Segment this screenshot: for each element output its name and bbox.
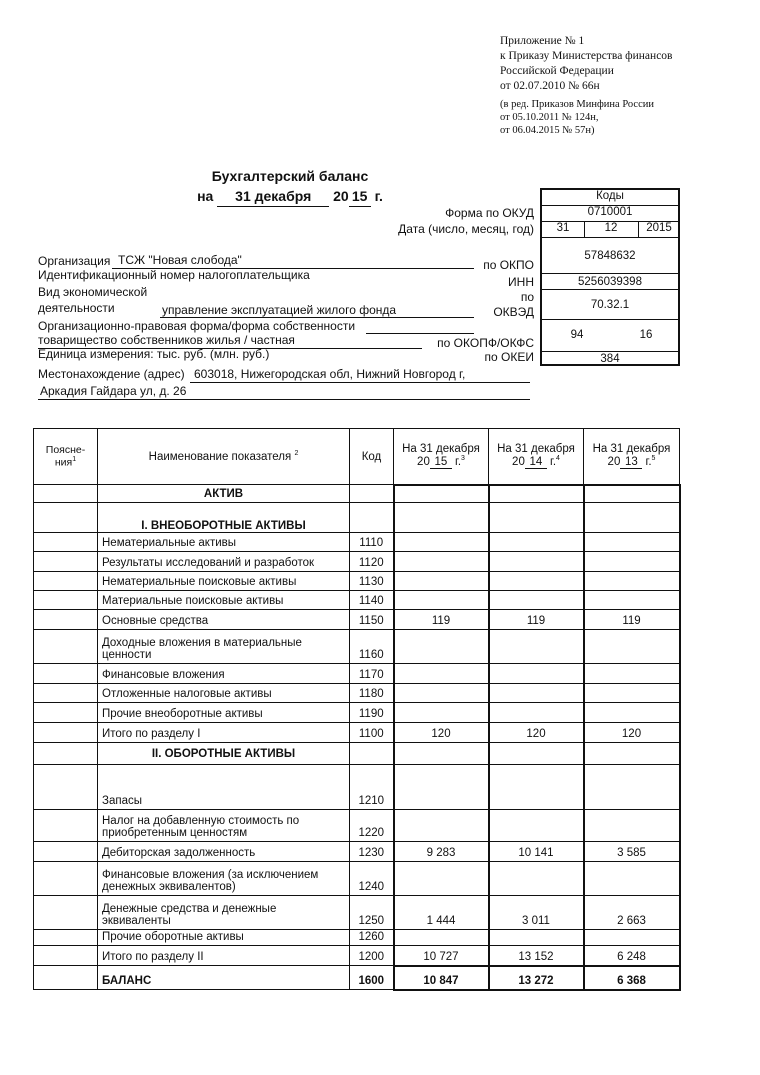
row-value-2015 [394, 664, 489, 684]
table-row [34, 703, 680, 723]
row-code: 1120 [350, 552, 394, 572]
table-row [34, 684, 680, 703]
note-cell [34, 862, 98, 896]
row-value-2014 [489, 703, 584, 723]
row-value-2015: 1 444 [394, 896, 489, 930]
row-value-2015 [394, 703, 489, 723]
row-value-2015 [394, 552, 489, 572]
row-value-2014 [489, 684, 584, 703]
row-code: 1600 [350, 966, 394, 990]
row-name: БАЛАНС [98, 966, 350, 990]
table-row [34, 946, 680, 966]
legal-form-value: товарищество собственников жилья / частная [38, 333, 295, 347]
header-col-g: г. [645, 456, 652, 469]
row-value-2014: 10 141 [489, 842, 584, 862]
header-col-year: 15 [430, 456, 452, 469]
row-code: 1170 [350, 664, 394, 684]
header-name-sup: 2 [294, 450, 299, 458]
org-label: Организация [38, 254, 111, 268]
amendment-line: от 06.04.2015 № 57н) [500, 125, 595, 136]
appendix-line: Приложение № 1 [500, 35, 585, 47]
row-value-2015: 10 727 [394, 946, 489, 966]
note-cell [34, 591, 98, 610]
title-on: на [197, 188, 214, 204]
code-divider [638, 222, 639, 238]
appendix-note [500, 34, 672, 137]
amendment-line: (в ред. Приказов Минфина России [500, 99, 654, 110]
row-value-2014 [489, 533, 584, 552]
row-value-2013 [584, 703, 680, 723]
row-name: Налог на добавленную стоимость по приобретенным ценностям [98, 810, 350, 842]
section-2-heading: II. ОБОРОТНЫЕ АКТИВЫ [98, 743, 350, 765]
header-col-sup: 5 [651, 455, 656, 463]
table-row [34, 572, 680, 591]
note-cell [34, 703, 98, 723]
table-row [34, 591, 680, 610]
okei-label: по ОКЕИ [484, 350, 534, 364]
row-value-2014 [489, 664, 584, 684]
date-label: Дата (число, месяц, год) [398, 222, 534, 236]
row-value-2015: 120 [394, 723, 489, 743]
table-row [34, 552, 680, 572]
header-col-prefix: 20 [417, 456, 430, 469]
row-name: Денежные средства и денежные эквиваленты [98, 896, 350, 930]
table-row [34, 966, 680, 990]
address-line-2: Аркадия Гайдара ул, д. 26 [40, 384, 187, 398]
section-1-heading: I. ВНЕОБОРОТНЫЕ АКТИВЫ [98, 503, 350, 533]
org-value: ТСЖ "Новая слобода" [118, 253, 242, 267]
table-row [34, 630, 680, 664]
row-value-2014 [489, 765, 584, 810]
note-cell [34, 930, 98, 946]
note-cell [34, 842, 98, 862]
row-code: 1240 [350, 862, 394, 896]
title-date: 31 декабря [217, 186, 329, 207]
table-row [34, 810, 680, 842]
row-name: Финансовые вложения [98, 664, 350, 684]
note-cell [34, 810, 98, 842]
appendix-line: Российской Федерации [500, 65, 614, 77]
legal-form-label: Организационно-правовая форма/форма собственности [38, 319, 356, 333]
section-row [34, 743, 680, 765]
code-day: 31 [556, 222, 570, 234]
code-year: 2015 [646, 222, 672, 234]
code-divider [584, 222, 585, 238]
table-body [34, 485, 680, 990]
header-col-2013 [584, 429, 680, 485]
row-name: Результаты исследований и разработок [98, 552, 350, 572]
header-col-sup: 4 [556, 455, 560, 463]
header-col-prefix: 20 [607, 456, 621, 469]
note-cell [34, 896, 98, 930]
note-cell [34, 533, 98, 552]
table-row [34, 896, 680, 930]
row-code: 1150 [350, 610, 394, 630]
table-row [34, 930, 680, 946]
code-cell [350, 503, 394, 533]
note-cell [34, 485, 98, 503]
section-row [34, 503, 680, 533]
value-cell-2014 [489, 503, 584, 533]
row-value-2014 [489, 552, 584, 572]
row-name: Доходные вложения в материальные ценности [98, 630, 350, 664]
title-year-prefix: 20 [333, 188, 349, 204]
aktiv-heading: АКТИВ [98, 485, 350, 503]
activity-value: управление эксплуатацией жилого фонда [162, 303, 397, 317]
row-value-2013 [584, 810, 680, 842]
row-value-2015 [394, 862, 489, 896]
row-value-2015: 9 283 [394, 842, 489, 862]
appendix-line: от 02.07.2010 № 66н [500, 80, 600, 92]
row-name: Итого по разделу I [98, 723, 350, 743]
note-cell [34, 765, 98, 810]
row-value-2015 [394, 572, 489, 591]
row-value-2013 [584, 664, 680, 684]
row-name: Итого по разделу II [98, 946, 350, 966]
code-cell [350, 743, 394, 765]
address-label: Местонахождение (адрес) [38, 367, 185, 381]
note-cell [34, 723, 98, 743]
inn-text: Идентификационный номер налогоплательщика [38, 268, 310, 282]
form-okud-label: Форма по ОКУД [445, 206, 534, 220]
row-value-2014: 13 152 [489, 946, 584, 966]
okved-label-1: по [520, 290, 534, 304]
row-value-2014 [489, 591, 584, 610]
row-name: Основные средства [98, 610, 350, 630]
row-value-2015 [394, 591, 489, 610]
row-code: 1110 [350, 533, 394, 552]
row-value-2014 [489, 630, 584, 664]
activity-label-1: Вид экономической [38, 285, 148, 299]
header-col-label: На 31 декабря [592, 443, 671, 456]
title-year: 15 [349, 186, 371, 207]
table-row [34, 610, 680, 630]
row-code: 1190 [350, 703, 394, 723]
note-cell [34, 966, 98, 990]
header-code: Код [350, 429, 394, 485]
code-okud: 0710001 [542, 206, 678, 222]
header-col-year: 14 [525, 456, 547, 469]
row-code: 1220 [350, 810, 394, 842]
note-cell [34, 572, 98, 591]
header-col-g: г. [455, 456, 462, 469]
row-name: Нематериальные поисковые активы [98, 572, 350, 591]
title-g: г. [374, 188, 383, 204]
header-col-2015 [394, 429, 489, 485]
okved-label-2: ОКВЭД [493, 305, 534, 319]
row-code: 1250 [350, 896, 394, 930]
table-row [34, 664, 680, 684]
note-cell [34, 503, 98, 533]
row-code: 1180 [350, 684, 394, 703]
document-title [160, 166, 420, 207]
value-cell-2013 [584, 485, 680, 503]
row-name: Материальные поисковые активы [98, 591, 350, 610]
row-code: 1210 [350, 765, 394, 810]
codes-box [540, 188, 680, 366]
row-name: Прочие внеоборотные активы [98, 703, 350, 723]
address-line-1: 603018, Нижегородская обл, Нижний Новгород г, [194, 367, 466, 381]
header-note-text: Поясне-ния [45, 444, 86, 469]
header-note-sup: 1 [72, 456, 77, 464]
row-code: 1200 [350, 946, 394, 966]
row-name: Финансовые вложения (за исключением денежных эквивалентов) [98, 862, 350, 896]
row-code: 1100 [350, 723, 394, 743]
code-okpo: 57848632 [542, 238, 678, 274]
row-value-2013 [584, 552, 680, 572]
row-value-2013: 120 [584, 723, 680, 743]
row-value-2013: 3 585 [584, 842, 680, 862]
appendix-amendments [500, 98, 672, 137]
row-name: Запасы [98, 765, 350, 810]
row-value-2014 [489, 810, 584, 842]
row-value-2014 [489, 572, 584, 591]
header-col-sup: 3 [461, 455, 465, 463]
header-name-text: Наименование показателя [148, 450, 292, 463]
row-value-2014 [489, 930, 584, 946]
table-row [34, 842, 680, 862]
header-col-2014 [489, 429, 584, 485]
row-value-2013 [584, 591, 680, 610]
header-col-label: На 31 декабря [402, 443, 480, 456]
row-value-2013 [584, 930, 680, 946]
row-value-2014: 119 [489, 610, 584, 630]
appendix-line: к Приказу Министерства финансов [500, 50, 673, 62]
row-value-2013: 119 [584, 610, 680, 630]
row-value-2015 [394, 533, 489, 552]
table-row [34, 723, 680, 743]
row-value-2015 [394, 810, 489, 842]
row-code: 1260 [350, 930, 394, 946]
row-value-2014: 120 [489, 723, 584, 743]
row-value-2014 [489, 862, 584, 896]
code-okopf: 94 [570, 329, 584, 341]
codes-title: Коды [542, 190, 678, 206]
address-underline-1 [190, 382, 530, 383]
activity-label-2: деятельности [38, 301, 115, 315]
value-cell-2015 [394, 743, 489, 765]
row-value-2013 [584, 630, 680, 664]
row-value-2015 [394, 684, 489, 703]
header-col-prefix: 20 [512, 456, 525, 469]
row-name: Прочие оборотные активы [98, 930, 350, 946]
activity-underline [160, 317, 474, 318]
note-cell [34, 946, 98, 966]
unit-label: Единица измерения: тыс. руб. (млн. руб.) [38, 347, 270, 361]
code-okei: 384 [600, 353, 620, 365]
row-value-2013 [584, 684, 680, 703]
row-value-2013: 2 663 [584, 896, 680, 930]
header-note [34, 429, 98, 485]
row-code: 1160 [350, 630, 394, 664]
row-value-2014: 3 011 [489, 896, 584, 930]
balance-table [33, 428, 681, 991]
row-name: Нематериальные активы [98, 533, 350, 552]
inn-label: ИНН [508, 275, 534, 289]
row-name: Отложенные налоговые активы [98, 684, 350, 703]
code-okved: 70.32.1 [542, 290, 678, 320]
row-value-2013 [584, 765, 680, 810]
row-name: Дебиторская задолженность [98, 842, 350, 862]
address-underline-2 [38, 399, 530, 400]
row-value-2015 [394, 930, 489, 946]
note-cell [34, 664, 98, 684]
amendment-line: от 05.10.2011 № 124н, [500, 112, 599, 123]
row-value-2013 [584, 572, 680, 591]
row-value-2015: 10 847 [394, 966, 489, 990]
code-inn: 5256039398 [542, 274, 678, 290]
note-cell [34, 743, 98, 765]
legal-form-underline-1 [366, 333, 474, 334]
title-line: Бухгалтерский баланс [211, 168, 369, 184]
code-okopf-row [542, 320, 678, 352]
note-cell [34, 552, 98, 572]
row-value-2015 [394, 765, 489, 810]
header-col-label: На 31 декабря [497, 443, 575, 456]
value-cell-2015 [394, 485, 489, 503]
value-cell-2013 [584, 743, 680, 765]
note-cell [34, 684, 98, 703]
value-cell-2013 [584, 503, 680, 533]
row-value-2013: 6 248 [584, 946, 680, 966]
code-okfs: 16 [639, 329, 653, 341]
row-value-2013 [584, 533, 680, 552]
row-code: 1140 [350, 591, 394, 610]
okpo-label: по ОКПО [483, 258, 534, 272]
header-col-g: г. [550, 456, 557, 469]
title-date-line [160, 186, 420, 207]
table-header-row [34, 429, 680, 485]
table-row [34, 765, 680, 810]
row-value-2015: 119 [394, 610, 489, 630]
value-cell-2015 [394, 503, 489, 533]
row-code: 1230 [350, 842, 394, 862]
row-value-2013 [584, 862, 680, 896]
note-cell [34, 610, 98, 630]
section-row [34, 485, 680, 503]
note-cell [34, 630, 98, 664]
row-value-2013: 6 368 [584, 966, 680, 990]
okopf-label: по ОКОПФ/ОКФС [437, 336, 534, 350]
table-row [34, 533, 680, 552]
value-cell-2014 [489, 743, 584, 765]
value-cell-2014 [489, 485, 584, 503]
row-value-2014: 13 272 [489, 966, 584, 990]
table-row [34, 862, 680, 896]
code-date-row [542, 222, 678, 238]
row-code: 1130 [350, 572, 394, 591]
header-col-year: 13 [620, 456, 642, 469]
code-cell [350, 485, 394, 503]
header-name [98, 429, 350, 485]
code-month: 12 [604, 222, 618, 234]
row-value-2015 [394, 630, 489, 664]
